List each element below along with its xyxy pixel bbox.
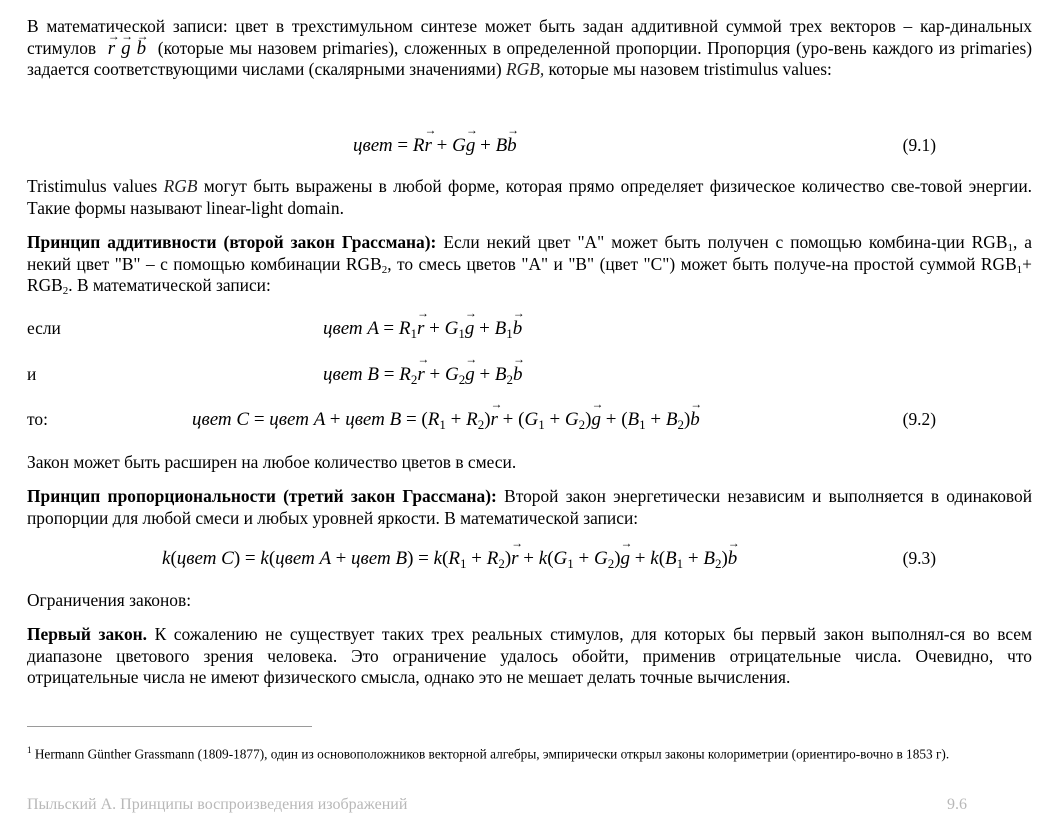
footnote-separator [27,726,312,727]
paragraph-proportionality: Принцип пропорциональности (третий закон Грассмана): Второй закон энергетически независим и выполняется в одинаковой пропорции для любой смеси и любых уровней яркости. В математической записи: [27,486,1033,528]
equation-number-9-1: (9.1) [902,135,936,155]
footnote: $^1$ Hermann Günther Grassmann (1809-1877), один из основоположников векторной алгебры, эмпирически открыл законы колориметрии (ориентиро-вочно в 1853 г). [27,745,950,762]
equation-number-9-3: (9.3) [902,548,936,568]
first-law-heading: Первый закон. [27,624,148,644]
intro-text-c: которые мы назовем tristimulus values: [548,59,832,79]
paragraph-first-law: Первый закон. К сожалению не существует таких трех реальных стимулов, для которых бы первый закон выполнял-ся во всем диапазоне цветового зрения человека. Это ограничение удалось обойти, применив отрицательные числа. Очевидно, что отрицательные числа не имеют физического смысла, однако это не мешает делать точные вычисления. [27,624,1032,687]
equation-color-b: и цвет $B = R_2r$ → + $G_2g$ → + $B_2b$ → [27,364,1032,394]
paragraph-intro [27,16,1032,81]
vector-b: b → [137,38,147,60]
equation-color-a: если цвет $A = R_1r$ → + $G_1g$ → + $B_1b$ → [27,318,1032,348]
equation-9-3: k(цвет C) = k(цвет A + цвет $B) = k(R_1 + R_2)r$ → + $k(G_1 + G_2)g$ → + $k(B_1 + B_2)b$ → (9.3) [27,548,1032,578]
equation-9-1-formula: цвет = Rr → + Gg → + Bb → [353,135,517,157]
proportionality-heading: Принцип пропорциональности (третий закон Грассмана): [27,486,497,506]
equation-9-1 [27,135,1032,165]
equation-number-9-2: (9.2) [902,409,936,429]
intro-text-a: В математической записи: цвет в трехстимульном синтезе может быть задан аддитивной суммой трех векторов – кар-динальных стимулов [27,16,1032,58]
label-then: то: [27,409,48,429]
intro-text-b: (которые мы назовем primaries), сложенных в определенной пропорции. Пропорция (уро-вень каждого из primaries) задается соответствующими числами (скалярными значениями) [27,37,1033,79]
vector-g: g → [121,38,131,60]
paragraph-extension: Закон может быть расширен на любое количество цветов в смеси. [27,452,517,472]
label-and: и [27,364,37,384]
page-footer [27,796,977,814]
footer-title: Пыльский А. Принципы воспроизведения изображений [27,796,408,813]
paragraph-tristimulus: Tristimulus values RGB могут быть выражены в любой форме, которая прямо определяет физическое количество све-товой энергии. Такие формы называют linear-light domain. [27,176,1032,218]
page-number: 9.6 [947,796,967,813]
vector-r: r → [108,38,115,60]
paragraph-limitations: Ограничения законов: [27,590,192,610]
additivity-heading: Принцип аддитивности (второй закон Грассмана): [27,232,437,252]
equation-9-2: то: цвет C = цвет A + цвет $B = (R_1 + R_2)r$ → + $(G_1 + G_2)g$ → + $(B_1 + B_2)b$ → (9.2) [27,409,1032,439]
intro-rgb: RGB, [506,59,545,79]
paragraph-additivity: Принцип аддитивности (второй закон Грассмана): Если некий цвет "A" может быть получен с помощью комбина-ции $RGB_1$, а некий цвет "B" – с помощью комбинации $RGB_2$, то смесь цветов "A" и "B" (цвет "C") может быть получе-на простой суммой $RGB_1+ RGB_2$. В математической записи: [27,232,1033,297]
label-if: если [27,318,61,338]
